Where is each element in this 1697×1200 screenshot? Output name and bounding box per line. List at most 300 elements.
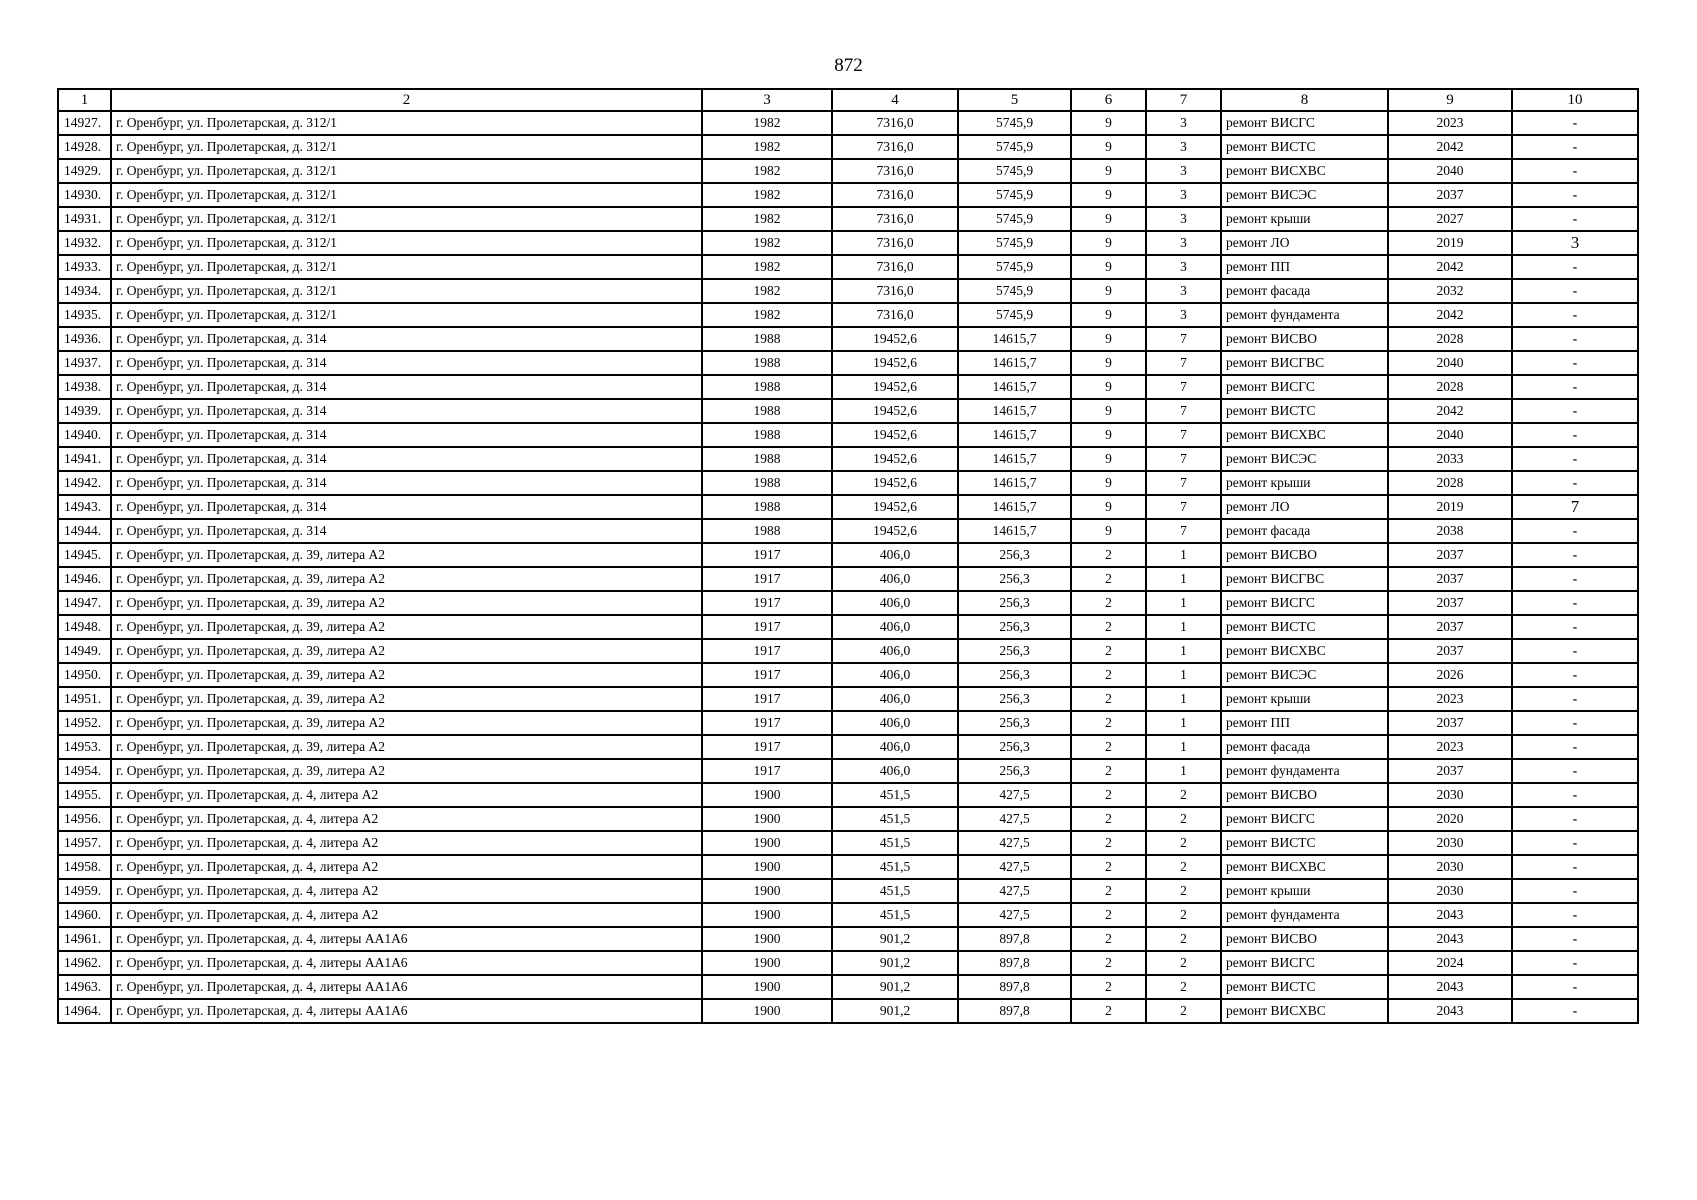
address-cell: г. Оренбург, ул. Пролетарская, д. 39, литера А2	[111, 735, 702, 759]
entrances-cell: 2	[1146, 951, 1221, 975]
work-type-cell: ремонт ВИСТС	[1221, 135, 1388, 159]
total-area-cell: 7316,0	[832, 255, 958, 279]
living-area-cell: 14615,7	[958, 519, 1071, 543]
total-area-cell: 406,0	[832, 591, 958, 615]
year-built-cell: 1988	[702, 471, 832, 495]
entrances-cell: 3	[1146, 231, 1221, 255]
living-area-cell: 256,3	[958, 543, 1071, 567]
row-number-cell: 14933.	[58, 255, 111, 279]
living-area-cell: 427,5	[958, 783, 1071, 807]
floors-cell: 2	[1071, 711, 1146, 735]
address-cell: г. Оренбург, ул. Пролетарская, д. 314	[111, 447, 702, 471]
living-area-cell: 14615,7	[958, 399, 1071, 423]
entrances-cell: 3	[1146, 159, 1221, 183]
living-area-cell: 5745,9	[958, 207, 1071, 231]
floors-cell: 2	[1071, 759, 1146, 783]
address-cell: г. Оренбург, ул. Пролетарская, д. 4, литеры АА1А6	[111, 951, 702, 975]
row-number-cell: 14929.	[58, 159, 111, 183]
row-number-cell: 14952.	[58, 711, 111, 735]
total-area-cell: 7316,0	[832, 279, 958, 303]
note-cell: -	[1512, 879, 1638, 903]
note-cell: -	[1512, 663, 1638, 687]
planned-year-cell: 2030	[1388, 855, 1512, 879]
year-built-cell: 1917	[702, 687, 832, 711]
total-area-cell: 451,5	[832, 831, 958, 855]
year-built-cell: 1917	[702, 591, 832, 615]
row-number-cell: 14931.	[58, 207, 111, 231]
column-header: 3	[702, 89, 832, 111]
living-area-cell: 14615,7	[958, 495, 1071, 519]
year-built-cell: 1900	[702, 879, 832, 903]
total-area-cell: 406,0	[832, 615, 958, 639]
year-built-cell: 1917	[702, 567, 832, 591]
planned-year-cell: 2026	[1388, 663, 1512, 687]
address-cell: г. Оренбург, ул. Пролетарская, д. 4, литеры АА1А6	[111, 927, 702, 951]
floors-cell: 2	[1071, 543, 1146, 567]
address-cell: г. Оренбург, ул. Пролетарская, д. 4, литеры АА1А6	[111, 975, 702, 999]
entrances-cell: 1	[1146, 711, 1221, 735]
note-cell: -	[1512, 255, 1638, 279]
note-cell: -	[1512, 135, 1638, 159]
work-type-cell: ремонт ВИСГВС	[1221, 351, 1388, 375]
floors-cell: 2	[1071, 567, 1146, 591]
work-type-cell: ремонт ВИСЭС	[1221, 447, 1388, 471]
row-number-cell: 14942.	[58, 471, 111, 495]
entrances-cell: 2	[1146, 855, 1221, 879]
address-cell: г. Оренбург, ул. Пролетарская, д. 314	[111, 375, 702, 399]
living-area-cell: 256,3	[958, 687, 1071, 711]
living-area-cell: 256,3	[958, 591, 1071, 615]
table-row	[58, 855, 1638, 879]
living-area-cell: 5745,9	[958, 111, 1071, 135]
living-area-cell: 14615,7	[958, 423, 1071, 447]
year-built-cell: 1900	[702, 999, 832, 1023]
year-built-cell: 1988	[702, 447, 832, 471]
entrances-cell: 7	[1146, 495, 1221, 519]
row-number-cell: 14944.	[58, 519, 111, 543]
row-number-cell: 14953.	[58, 735, 111, 759]
planned-year-cell: 2043	[1388, 999, 1512, 1023]
year-built-cell: 1917	[702, 639, 832, 663]
year-built-cell: 1988	[702, 375, 832, 399]
work-type-cell: ремонт фасада	[1221, 279, 1388, 303]
planned-year-cell: 2027	[1388, 207, 1512, 231]
living-area-cell: 256,3	[958, 639, 1071, 663]
work-type-cell: ремонт ВИСХВС	[1221, 855, 1388, 879]
row-number-cell: 14950.	[58, 663, 111, 687]
year-built-cell: 1982	[702, 135, 832, 159]
table-row	[58, 759, 1638, 783]
floors-cell: 2	[1071, 879, 1146, 903]
floors-cell: 9	[1071, 135, 1146, 159]
note-cell: -	[1512, 975, 1638, 999]
note-cell: -	[1512, 423, 1638, 447]
note-cell: -	[1512, 159, 1638, 183]
work-type-cell: ремонт ВИСЭС	[1221, 663, 1388, 687]
work-type-cell: ремонт ВИСВО	[1221, 783, 1388, 807]
work-type-cell: ремонт ВИСХВС	[1221, 159, 1388, 183]
floors-cell: 2	[1071, 687, 1146, 711]
entrances-cell: 3	[1146, 255, 1221, 279]
note-cell: -	[1512, 399, 1638, 423]
row-number-cell: 14956.	[58, 807, 111, 831]
year-built-cell: 1988	[702, 423, 832, 447]
work-type-cell: ремонт фундамента	[1221, 759, 1388, 783]
year-built-cell: 1917	[702, 663, 832, 687]
table-row	[58, 687, 1638, 711]
total-area-cell: 451,5	[832, 903, 958, 927]
planned-year-cell: 2037	[1388, 543, 1512, 567]
note-cell: 3	[1512, 231, 1638, 255]
living-area-cell: 5745,9	[958, 183, 1071, 207]
table-row	[58, 399, 1638, 423]
row-number-cell: 14962.	[58, 951, 111, 975]
work-type-cell: ремонт крыши	[1221, 687, 1388, 711]
floors-cell: 9	[1071, 519, 1146, 543]
address-cell: г. Оренбург, ул. Пролетарская, д. 39, литера А2	[111, 567, 702, 591]
entrances-cell: 7	[1146, 351, 1221, 375]
planned-year-cell: 2043	[1388, 927, 1512, 951]
row-number-cell: 14936.	[58, 327, 111, 351]
year-built-cell: 1917	[702, 735, 832, 759]
table-row	[58, 375, 1638, 399]
row-number-cell: 14960.	[58, 903, 111, 927]
note-cell: -	[1512, 735, 1638, 759]
note-cell: -	[1512, 591, 1638, 615]
address-cell: г. Оренбург, ул. Пролетарская, д. 4, литера А2	[111, 807, 702, 831]
note-cell: -	[1512, 903, 1638, 927]
table-row	[58, 783, 1638, 807]
column-header: 1	[58, 89, 111, 111]
planned-year-cell: 2040	[1388, 351, 1512, 375]
row-number-cell: 14935.	[58, 303, 111, 327]
entrances-cell: 2	[1146, 927, 1221, 951]
table-row	[58, 255, 1638, 279]
table-row	[58, 183, 1638, 207]
table-row	[58, 711, 1638, 735]
table-header-row	[58, 89, 1638, 111]
entrances-cell: 2	[1146, 975, 1221, 999]
note-cell: -	[1512, 303, 1638, 327]
planned-year-cell: 2037	[1388, 567, 1512, 591]
work-type-cell: ремонт ЛО	[1221, 231, 1388, 255]
floors-cell: 9	[1071, 471, 1146, 495]
year-built-cell: 1982	[702, 159, 832, 183]
floors-cell: 9	[1071, 111, 1146, 135]
floors-cell: 9	[1071, 327, 1146, 351]
planned-year-cell: 2028	[1388, 471, 1512, 495]
column-header: 2	[111, 89, 702, 111]
entrances-cell: 7	[1146, 447, 1221, 471]
living-area-cell: 427,5	[958, 879, 1071, 903]
living-area-cell: 14615,7	[958, 447, 1071, 471]
address-cell: г. Оренбург, ул. Пролетарская, д. 314	[111, 351, 702, 375]
floors-cell: 2	[1071, 735, 1146, 759]
total-area-cell: 7316,0	[832, 207, 958, 231]
total-area-cell: 7316,0	[832, 231, 958, 255]
row-number-cell: 14957.	[58, 831, 111, 855]
note-cell: -	[1512, 471, 1638, 495]
planned-year-cell: 2037	[1388, 615, 1512, 639]
floors-cell: 9	[1071, 159, 1146, 183]
table-row	[58, 543, 1638, 567]
total-area-cell: 19452,6	[832, 519, 958, 543]
living-area-cell: 897,8	[958, 951, 1071, 975]
row-number-cell: 14932.	[58, 231, 111, 255]
floors-cell: 9	[1071, 255, 1146, 279]
table-row	[58, 879, 1638, 903]
note-cell: -	[1512, 543, 1638, 567]
note-cell: -	[1512, 783, 1638, 807]
total-area-cell: 19452,6	[832, 399, 958, 423]
living-area-cell: 5745,9	[958, 231, 1071, 255]
work-type-cell: ремонт ВИСГС	[1221, 591, 1388, 615]
column-header: 8	[1221, 89, 1388, 111]
planned-year-cell: 2042	[1388, 255, 1512, 279]
address-cell: г. Оренбург, ул. Пролетарская, д. 312/1	[111, 255, 702, 279]
entrances-cell: 2	[1146, 999, 1221, 1023]
row-number-cell: 14945.	[58, 543, 111, 567]
living-area-cell: 256,3	[958, 759, 1071, 783]
total-area-cell: 406,0	[832, 663, 958, 687]
table-row	[58, 735, 1638, 759]
address-cell: г. Оренбург, ул. Пролетарская, д. 312/1	[111, 231, 702, 255]
entrances-cell: 7	[1146, 399, 1221, 423]
planned-year-cell: 2037	[1388, 183, 1512, 207]
living-area-cell: 256,3	[958, 735, 1071, 759]
floors-cell: 2	[1071, 999, 1146, 1023]
living-area-cell: 897,8	[958, 927, 1071, 951]
note-cell: -	[1512, 279, 1638, 303]
floors-cell: 9	[1071, 207, 1146, 231]
table-row	[58, 999, 1638, 1023]
entrances-cell: 1	[1146, 663, 1221, 687]
floors-cell: 2	[1071, 855, 1146, 879]
living-area-cell: 256,3	[958, 663, 1071, 687]
entrances-cell: 2	[1146, 903, 1221, 927]
address-cell: г. Оренбург, ул. Пролетарская, д. 312/1	[111, 111, 702, 135]
floors-cell: 2	[1071, 639, 1146, 663]
total-area-cell: 406,0	[832, 567, 958, 591]
address-cell: г. Оренбург, ул. Пролетарская, д. 39, литера А2	[111, 711, 702, 735]
work-type-cell: ремонт ВИСВО	[1221, 543, 1388, 567]
table-row	[58, 663, 1638, 687]
table-row	[58, 447, 1638, 471]
note-cell: 7	[1512, 495, 1638, 519]
entrances-cell: 1	[1146, 735, 1221, 759]
total-area-cell: 19452,6	[832, 351, 958, 375]
table-body	[58, 111, 1638, 1023]
planned-year-cell: 2043	[1388, 975, 1512, 999]
total-area-cell: 451,5	[832, 807, 958, 831]
row-number-cell: 14939.	[58, 399, 111, 423]
total-area-cell: 19452,6	[832, 423, 958, 447]
total-area-cell: 19452,6	[832, 327, 958, 351]
row-number-cell: 14954.	[58, 759, 111, 783]
note-cell: -	[1512, 855, 1638, 879]
living-area-cell: 5745,9	[958, 135, 1071, 159]
floors-cell: 2	[1071, 927, 1146, 951]
planned-year-cell: 2030	[1388, 879, 1512, 903]
floors-cell: 9	[1071, 399, 1146, 423]
entrances-cell: 7	[1146, 471, 1221, 495]
entrances-cell: 1	[1146, 759, 1221, 783]
note-cell: -	[1512, 807, 1638, 831]
year-built-cell: 1982	[702, 303, 832, 327]
table-row	[58, 159, 1638, 183]
year-built-cell: 1900	[702, 783, 832, 807]
entrances-cell: 1	[1146, 615, 1221, 639]
note-cell: -	[1512, 519, 1638, 543]
living-area-cell: 897,8	[958, 999, 1071, 1023]
living-area-cell: 256,3	[958, 567, 1071, 591]
table-row	[58, 423, 1638, 447]
table-row	[58, 831, 1638, 855]
planned-year-cell: 2037	[1388, 711, 1512, 735]
table-row	[58, 951, 1638, 975]
address-cell: г. Оренбург, ул. Пролетарская, д. 4, литера А2	[111, 783, 702, 807]
note-cell: -	[1512, 567, 1638, 591]
address-cell: г. Оренбург, ул. Пролетарская, д. 39, литера А2	[111, 543, 702, 567]
planned-year-cell: 2042	[1388, 135, 1512, 159]
total-area-cell: 7316,0	[832, 183, 958, 207]
planned-year-cell: 2032	[1388, 279, 1512, 303]
address-cell: г. Оренбург, ул. Пролетарская, д. 312/1	[111, 135, 702, 159]
address-cell: г. Оренбург, ул. Пролетарская, д. 4, литера А2	[111, 831, 702, 855]
year-built-cell: 1900	[702, 903, 832, 927]
total-area-cell: 451,5	[832, 783, 958, 807]
planned-year-cell: 2040	[1388, 159, 1512, 183]
entrances-cell: 1	[1146, 639, 1221, 663]
floors-cell: 9	[1071, 495, 1146, 519]
row-number-cell: 14959.	[58, 879, 111, 903]
work-type-cell: ремонт ВИСГВС	[1221, 567, 1388, 591]
address-cell: г. Оренбург, ул. Пролетарская, д. 39, литера А2	[111, 615, 702, 639]
floors-cell: 9	[1071, 423, 1146, 447]
table-row	[58, 975, 1638, 999]
planned-year-cell: 2038	[1388, 519, 1512, 543]
floors-cell: 9	[1071, 351, 1146, 375]
address-cell: г. Оренбург, ул. Пролетарская, д. 312/1	[111, 159, 702, 183]
year-built-cell: 1900	[702, 975, 832, 999]
address-cell: г. Оренбург, ул. Пролетарская, д. 39, литера А2	[111, 591, 702, 615]
work-type-cell: ремонт фасада	[1221, 735, 1388, 759]
year-built-cell: 1917	[702, 543, 832, 567]
address-cell: г. Оренбург, ул. Пролетарская, д. 314	[111, 327, 702, 351]
year-built-cell: 1917	[702, 759, 832, 783]
note-cell: -	[1512, 183, 1638, 207]
address-cell: г. Оренбург, ул. Пролетарская, д. 314	[111, 399, 702, 423]
row-number-cell: 14927.	[58, 111, 111, 135]
total-area-cell: 406,0	[832, 759, 958, 783]
entrances-cell: 2	[1146, 879, 1221, 903]
note-cell: -	[1512, 207, 1638, 231]
work-type-cell: ремонт ВИСТС	[1221, 399, 1388, 423]
work-type-cell: ремонт крыши	[1221, 879, 1388, 903]
work-type-cell: ремонт ВИСГС	[1221, 111, 1388, 135]
entrances-cell: 7	[1146, 375, 1221, 399]
work-type-cell: ремонт ВИСЭС	[1221, 183, 1388, 207]
entrances-cell: 2	[1146, 831, 1221, 855]
table-row	[58, 495, 1638, 519]
living-area-cell: 427,5	[958, 903, 1071, 927]
row-number-cell: 14946.	[58, 567, 111, 591]
living-area-cell: 256,3	[958, 615, 1071, 639]
work-type-cell: ремонт ЛО	[1221, 495, 1388, 519]
floors-cell: 9	[1071, 447, 1146, 471]
entrances-cell: 7	[1146, 423, 1221, 447]
work-type-cell: ремонт ВИСВО	[1221, 927, 1388, 951]
address-cell: г. Оренбург, ул. Пролетарская, д. 39, литера А2	[111, 639, 702, 663]
planned-year-cell: 2023	[1388, 687, 1512, 711]
total-area-cell: 901,2	[832, 951, 958, 975]
living-area-cell: 427,5	[958, 807, 1071, 831]
total-area-cell: 901,2	[832, 975, 958, 999]
address-cell: г. Оренбург, ул. Пролетарская, д. 39, литера А2	[111, 663, 702, 687]
planned-year-cell: 2024	[1388, 951, 1512, 975]
entrances-cell: 3	[1146, 207, 1221, 231]
table-row	[58, 927, 1638, 951]
table-row	[58, 327, 1638, 351]
row-number-cell: 14955.	[58, 783, 111, 807]
work-type-cell: ремонт фундамента	[1221, 903, 1388, 927]
note-cell: -	[1512, 711, 1638, 735]
work-type-cell: ремонт ВИСГС	[1221, 951, 1388, 975]
planned-year-cell: 2043	[1388, 903, 1512, 927]
floors-cell: 2	[1071, 903, 1146, 927]
table-row	[58, 231, 1638, 255]
work-type-cell: ремонт ВИСХВС	[1221, 423, 1388, 447]
floors-cell: 2	[1071, 807, 1146, 831]
work-type-cell: ремонт фундамента	[1221, 303, 1388, 327]
row-number-cell: 14947.	[58, 591, 111, 615]
total-area-cell: 19452,6	[832, 495, 958, 519]
row-number-cell: 14963.	[58, 975, 111, 999]
column-header: 5	[958, 89, 1071, 111]
planned-year-cell: 2028	[1388, 375, 1512, 399]
entrances-cell: 7	[1146, 327, 1221, 351]
column-header: 4	[832, 89, 958, 111]
planned-year-cell: 2030	[1388, 783, 1512, 807]
row-number-cell: 14934.	[58, 279, 111, 303]
note-cell: -	[1512, 759, 1638, 783]
living-area-cell: 5745,9	[958, 279, 1071, 303]
work-type-cell: ремонт ПП	[1221, 711, 1388, 735]
address-cell: г. Оренбург, ул. Пролетарская, д. 312/1	[111, 183, 702, 207]
row-number-cell: 14941.	[58, 447, 111, 471]
note-cell: -	[1512, 327, 1638, 351]
row-number-cell: 14949.	[58, 639, 111, 663]
row-number-cell: 14961.	[58, 927, 111, 951]
row-number-cell: 14940.	[58, 423, 111, 447]
year-built-cell: 1988	[702, 519, 832, 543]
work-type-cell: ремонт ВИСГС	[1221, 375, 1388, 399]
address-cell: г. Оренбург, ул. Пролетарская, д. 314	[111, 519, 702, 543]
year-built-cell: 1988	[702, 327, 832, 351]
living-area-cell: 256,3	[958, 711, 1071, 735]
year-built-cell: 1900	[702, 807, 832, 831]
address-cell: г. Оренбург, ул. Пролетарская, д. 312/1	[111, 279, 702, 303]
table-row	[58, 351, 1638, 375]
work-type-cell: ремонт ВИСТС	[1221, 975, 1388, 999]
entrances-cell: 1	[1146, 687, 1221, 711]
floors-cell: 2	[1071, 951, 1146, 975]
floors-cell: 2	[1071, 783, 1146, 807]
address-cell: г. Оренбург, ул. Пролетарская, д. 312/1	[111, 207, 702, 231]
floors-cell: 9	[1071, 279, 1146, 303]
address-cell: г. Оренбург, ул. Пролетарская, д. 312/1	[111, 303, 702, 327]
entrances-cell: 1	[1146, 591, 1221, 615]
